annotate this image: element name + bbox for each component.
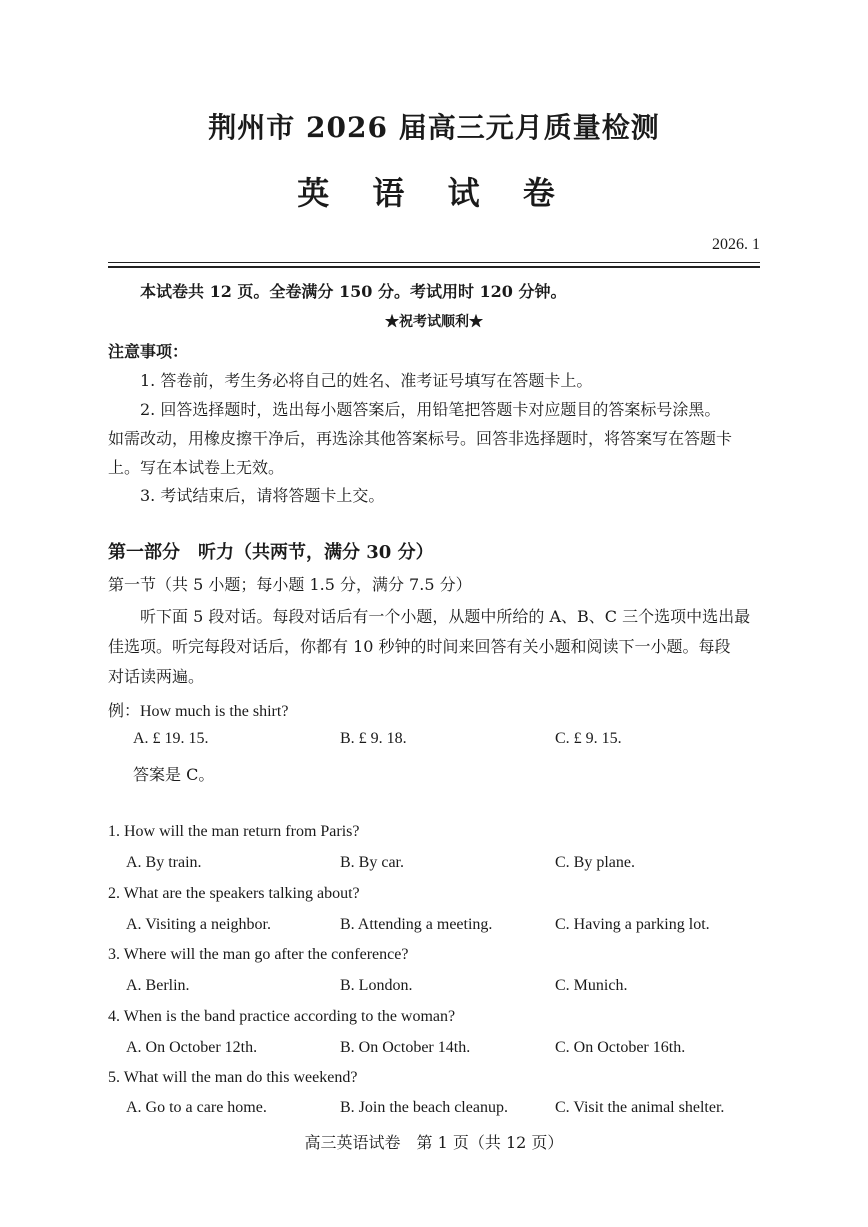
question-3-option-b: B. London.	[340, 977, 413, 994]
question-5-option-b: B. Join the beach cleanup.	[340, 1099, 508, 1116]
example-option-a: A. £ 19. 15.	[133, 730, 209, 747]
good-luck-line: ★祝考试顺利★	[385, 314, 483, 330]
question-2-option-b: B. Attending a meeting.	[340, 916, 493, 933]
question-3-option-c: C. Munich.	[555, 977, 628, 994]
question-4-option-c: C. On October 16th.	[555, 1039, 686, 1056]
question-4-option-a: A. On October 12th.	[126, 1039, 258, 1056]
subject-title: 英 语 试 卷	[297, 174, 571, 212]
section-heading: 第一节（共 5 小题；每小题 1.5 分，满分 7.5 分）	[108, 575, 472, 594]
notice-item-1: 1. 答卷前，考生务必将自己的姓名、准考证号填写在答题卡上。	[140, 371, 593, 390]
question-5-option-a: A. Go to a care home.	[126, 1099, 267, 1116]
question-2-option-c: C. Having a parking lot.	[555, 916, 710, 933]
notice-item-2-line-3: 上。写在本试卷上无效。	[108, 458, 285, 477]
question-4-option-b: B. On October 14th.	[340, 1039, 471, 1056]
notice-item-2-line-2: 如需改动，用橡皮擦干净后，再选涂其他答案标号。回答非选择题时，将答案写在答题卡	[108, 429, 733, 448]
question-1-option-b: B. By car.	[340, 854, 404, 871]
question-4: 4. When is the band practice according to the woman?	[108, 1008, 456, 1025]
example-question: 例：How much is the shirt?	[108, 703, 289, 720]
question-1-option-c: C. By plane.	[555, 854, 635, 871]
question-3-option-a: A. Berlin.	[126, 977, 190, 994]
example-option-c: C. £ 9. 15.	[555, 730, 622, 747]
question-2: 2. What are the speakers talking about?	[108, 885, 360, 902]
header-rule-thin	[108, 262, 760, 263]
question-1-option-a: A. By train.	[126, 854, 202, 871]
exam-date: 2026. 1	[712, 236, 760, 253]
example-answer: 答案是 C。	[133, 765, 215, 784]
exam-info: 本试卷共 12 页。全卷满分 150 分。考试用时 120 分钟。	[140, 282, 567, 301]
question-3: 3. Where will the man go after the conference?	[108, 946, 409, 963]
question-5-option-c: C. Visit the animal shelter.	[555, 1099, 725, 1116]
header-rule-thick	[108, 266, 760, 268]
question-1: 1. How will the man return from Paris?	[108, 823, 360, 840]
page-footer: 高三英语试卷 第 1 页（共 12 页）	[304, 1133, 564, 1152]
exam-title: 荆州市 2026 届高三元月质量检测	[208, 111, 660, 144]
instruction-line-2: 佳选项。听完每段对话后，你都有 10 秒钟的时间来回答有关小题和阅读下一小题。每段	[108, 637, 731, 656]
example-option-b: B. £ 9. 18.	[340, 730, 407, 747]
instruction-line-3: 对话读两遍。	[108, 667, 205, 686]
question-2-option-a: A. Visiting a neighbor.	[126, 916, 271, 933]
notice-item-3: 3. 考试结束后，请将答题卡上交。	[140, 486, 385, 505]
notice-heading: 注意事项：	[108, 342, 189, 361]
instruction-line-1: 听下面 5 段对话。每段对话后有一个小题，从题中所给的 A、B、C 三个选项中选出最	[140, 607, 751, 626]
question-5: 5. What will the man do this weekend?	[108, 1069, 358, 1086]
part-heading: 第一部分 听力（共两节，满分 30 分）	[108, 542, 434, 563]
notice-item-2-line-1: 2. 回答选择题时，选出每小题答案后，用铅笔把答题卡对应题目的答案标号涂黑。	[140, 400, 721, 419]
